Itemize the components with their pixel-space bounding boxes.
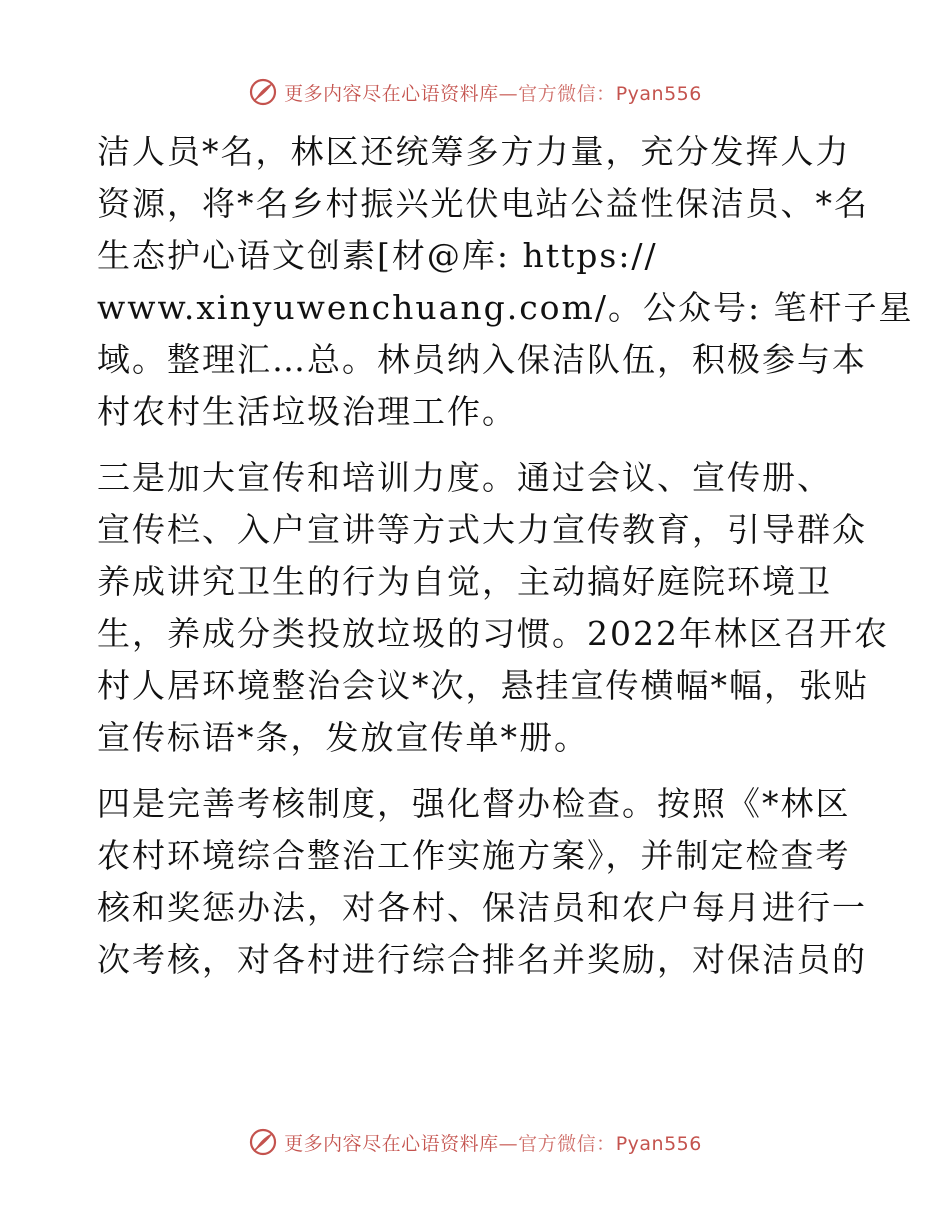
feather-pen-logo-icon [248,77,278,107]
text-line: 村人居环境整治会议*次，悬挂宣传横幅*幅，张贴 [97,666,869,705]
text-line: 生态护心语文创素[材@库: https:// [97,236,658,275]
paragraph-1 [97,126,914,438]
text-line: 三是加大宣传和培训力度。通过会议、宣传册、 [97,458,832,497]
header-banner-text [284,79,702,106]
footer-banner [0,1122,950,1162]
text-line: 宣传栏、入户宣讲等方式大力宣传教育，引导群众 [97,510,867,549]
text-line: 村农村生活垃圾治理工作。 [97,392,517,431]
text-line: 次考核，对各村进行综合排名并奖励，对保洁员的 [97,940,867,979]
text-line: 资源，将*名乡村振兴光伏电站公益性保洁员、*名 [97,184,869,223]
banner-wechat-id: Pyan556 [615,82,702,105]
banner-slogan: 更多内容尽在心语资料库 [284,1132,499,1155]
text-line: www.xinyuwenchuang.com/。公众号: 笔杆子星 [97,288,914,327]
banner-slogan: 更多内容尽在心语资料库 [284,82,499,105]
footer-banner-text [284,1129,702,1156]
paragraph-3 [97,778,867,986]
text-line: 农村环境综合整治工作实施方案》，并制定检查考 [97,836,851,875]
text-line: 洁人员*名，林区还统筹多方力量，充分发挥人力 [97,132,851,171]
banner-separator: — [498,1132,519,1155]
text-line: 养成讲究卫生的行为自觉，主动搞好庭院环境卫 [97,562,832,601]
banner-wechat-label: 官方微信： [518,1132,616,1155]
text-line: 四是完善考核制度，强化督办检查。按照《*林区 [97,784,851,823]
banner-separator: — [498,82,519,105]
header-banner [0,72,950,112]
text-line: 核和奖惩办法，对各村、保洁员和农户每月进行一 [97,888,867,927]
banner-wechat-label: 官方微信： [518,82,616,105]
paragraph-2 [97,452,889,764]
text-line: 生，养成分类投放垃圾的习惯。2022年林区召开农 [97,614,889,653]
text-line: 域。整理汇…总。林员纳入保洁队伍，积极参与本 [97,340,867,379]
feather-pen-logo-icon [248,1127,278,1157]
document-body [97,126,914,986]
text-line: 宣传标语*条，发放宣传单*册。 [97,718,589,757]
banner-wechat-id: Pyan556 [615,1132,702,1155]
